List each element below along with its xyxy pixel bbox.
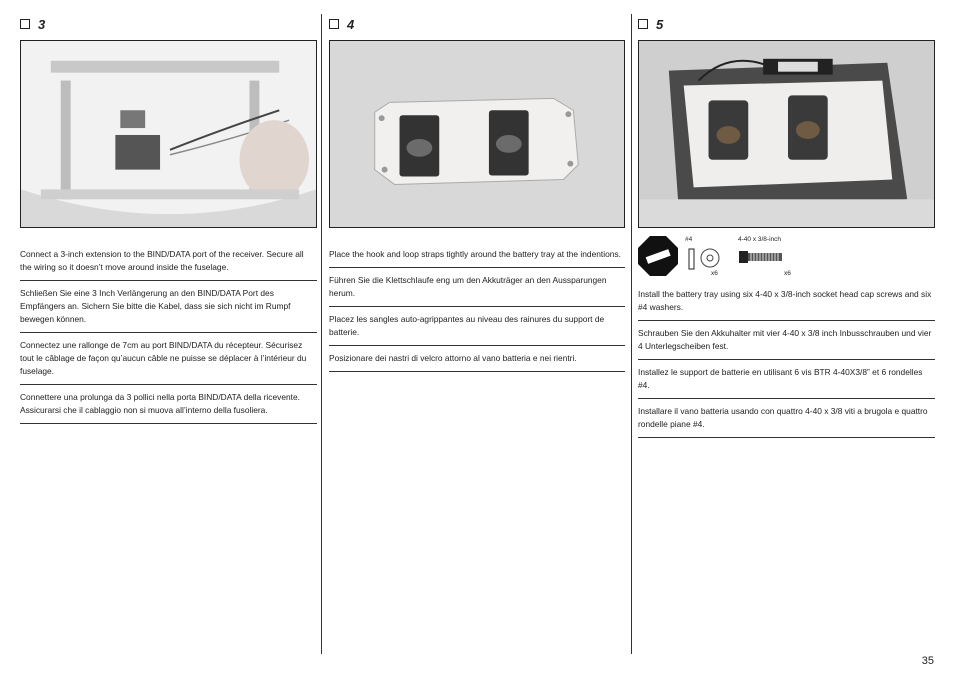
washer-label: #4 bbox=[685, 236, 693, 243]
screw-group bbox=[738, 236, 818, 282]
screw-quantity: x6 bbox=[784, 270, 791, 277]
step-5-text bbox=[638, 288, 935, 438]
column-divider bbox=[321, 14, 322, 654]
checkbox-icon[interactable] bbox=[329, 19, 339, 29]
step-4-column bbox=[329, 14, 625, 372]
hardware-diagram bbox=[638, 236, 935, 282]
washer-icon bbox=[700, 248, 720, 268]
step-5-column bbox=[638, 14, 935, 438]
paragraph-english: Connect a 3-inch extension to the BIND/DATA port of the receiver. Secure all the wiring so it doesn’t move around inside the fuselage. bbox=[20, 248, 317, 281]
step-number: 3 bbox=[38, 16, 46, 32]
battery-tray-icon bbox=[638, 236, 678, 276]
paragraph-italian: Posizionare dei nastri di velcro attorno al vano batteria e nei rientri. bbox=[329, 346, 625, 372]
checkbox-icon[interactable] bbox=[20, 19, 30, 29]
paragraph-english: Install the battery tray using six 4-40 x 3/8-inch socket head cap screws and six #4 washers. bbox=[638, 288, 935, 321]
step-5-header bbox=[638, 14, 935, 34]
step-3-column bbox=[20, 14, 317, 424]
step-4-photo bbox=[329, 40, 625, 228]
paragraph-french: Placez les sangles auto-agrippantes au niveau des rainures du support de batterie. bbox=[329, 307, 625, 346]
step-5-photo bbox=[638, 40, 935, 228]
checkbox-icon[interactable] bbox=[638, 19, 648, 29]
step-3-photo bbox=[20, 40, 317, 228]
washer-quantity: x6 bbox=[711, 270, 718, 277]
paragraph-german: Schließen Sie eine 3 Inch Verlängerung an den BIND/DATA Port des Empfängers an. Sichern Sie bitte die Kabel, dass sie sich nicht im Rumpf bewegen können. bbox=[20, 281, 317, 333]
screw-label: 4-40 x 3/8-inch bbox=[738, 236, 781, 243]
page-number: 35 bbox=[921, 655, 934, 667]
screw-icon bbox=[739, 250, 783, 264]
paragraph-french: Connectez une rallonge de 7cm au port BIND/DATA du récepteur. Sécurisez tout le câblage de façon qu’aucun câble ne puisse se déplacer à l’intérieur du fuselage. bbox=[20, 333, 317, 385]
column-divider bbox=[631, 14, 632, 654]
paragraph-italian: Connettere una prolunga da 3 pollici nella porta BIND/DATA della ricevente. Assicurarsi che il cablaggio non si muova all’interno della fusoliera. bbox=[20, 385, 317, 424]
washer-side-icon bbox=[686, 248, 698, 270]
step-3-text bbox=[20, 248, 317, 424]
paragraph-german: Führen Sie die Klettschlaufe eng um den Akkuträger an den Aussparungen herum. bbox=[329, 268, 625, 307]
paragraph-english: Place the hook and loop straps tightly around the battery tray at the indentions. bbox=[329, 248, 625, 268]
washer-group bbox=[678, 236, 738, 282]
step-4-text bbox=[329, 248, 625, 372]
step-number: 4 bbox=[347, 16, 355, 32]
paragraph-italian: Installare il vano batteria usando con quattro 4-40 x 3/8 viti a brugola e quattro rondelle piane #4. bbox=[638, 399, 935, 438]
paragraph-french: Installez le support de batterie en utilisant 6 vis BTR 4-40X3/8” et 6 rondelles #4. bbox=[638, 360, 935, 399]
step-3-header bbox=[20, 14, 317, 34]
step-4-header bbox=[329, 14, 625, 34]
step-number: 5 bbox=[656, 16, 664, 32]
paragraph-german: Schrauben Sie den Akkuhalter mit vier 4-40 x 3/8 inch Inbusschrauben und vier 4 Unterlegscheiben fest. bbox=[638, 321, 935, 360]
